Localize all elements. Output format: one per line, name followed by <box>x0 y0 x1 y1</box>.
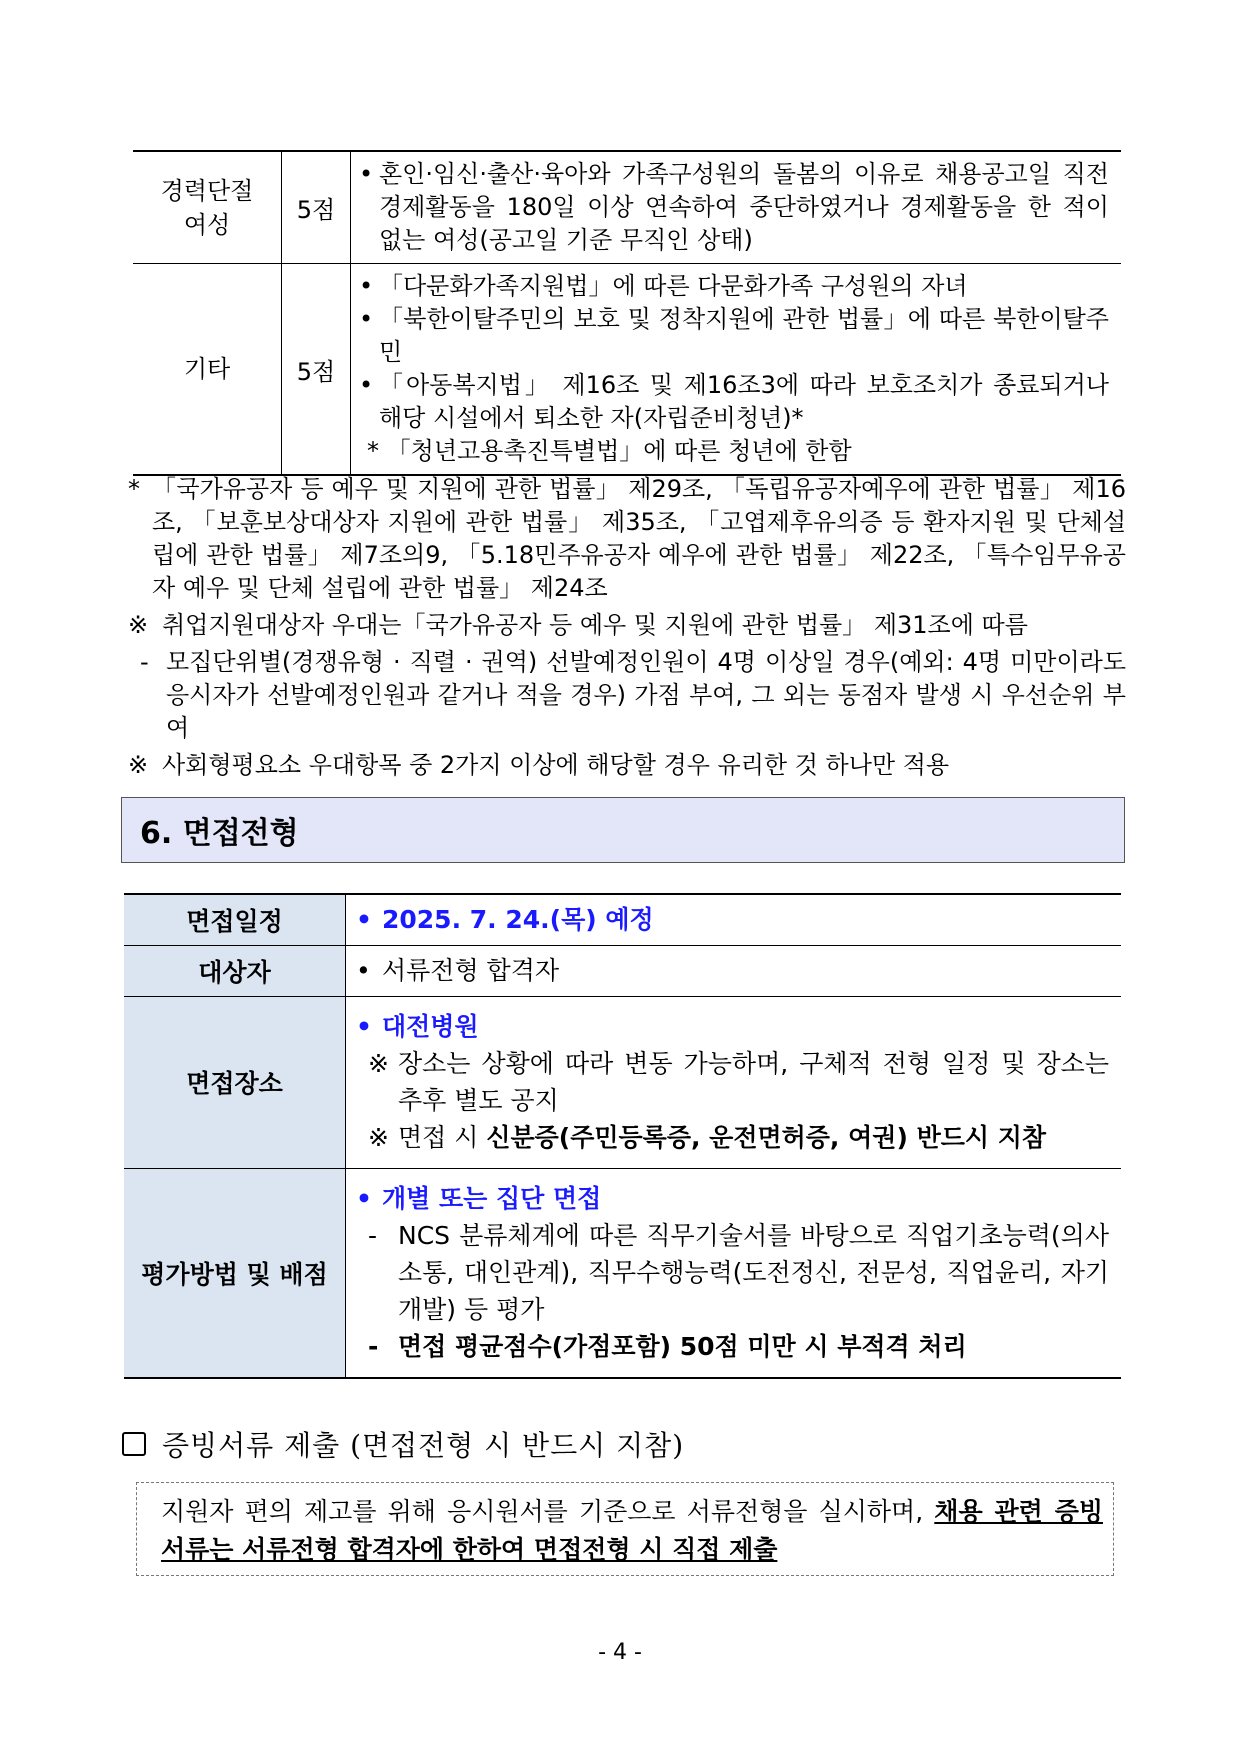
preference-scoring-table <box>133 150 1121 476</box>
table-row <box>124 894 1121 945</box>
method-value-cell: • 개별 또는 집단 면접 - NCS 분류체계에 따른 직무기술서를 바탕으로 직업기초능력(의사소통, 대인관계), 직무수행능력(도전정신, 전문성, 직업윤리, 자기개발) 등 평가 - 면접 평균점수(가점포함) 50점 미만 시 부적격 처리 <box>346 1168 1122 1378</box>
method-label: 평가방법 및 배점 <box>124 1168 346 1378</box>
list-item: • 「아동복지법」 제16조 및 제16조3에 따라 보호조치가 종료되거나 해당 시설에서 퇴소한 자(자립준비청년)* <box>359 371 1109 432</box>
interview-table <box>124 893 1121 1379</box>
list-item: • 혼인·임신·출산·육아와 가족구성원의 돌봄의 이유로 채용공고일 직전 경제활동을 180일 이상 연속하여 중단하였거나 경제활동을 한 적이 없는 여성(공고일 기준 무직인 상태) <box>359 160 1109 254</box>
list-item: • 「다문화가족지원법」에 따른 다문화가족 구성원의 자녀 <box>359 272 968 300</box>
table-row <box>133 151 1121 264</box>
place-label: 면접장소 <box>124 996 346 1168</box>
schedule-value-cell: • 2025. 7. 24.(목) 예정 <box>346 894 1122 945</box>
place-note: 장소는 상황에 따라 변동 가능하며, 구체적 전형 일정 및 장소는 추후 별도 공지 <box>398 1049 1109 1115</box>
documents-notice: 지원자 편의 제고를 위해 응시원서를 기준으로 서류전형을 실시하며, 채용 관련 증빙 서류는 서류전형 합격자에 한하여 면접전형 시 직접 제출 <box>136 1482 1114 1576</box>
list-item: • 「북한이탈주민의 보호 및 정착지원에 관한 법률」에 따른 북한이탈주민 <box>359 305 1109 366</box>
description-cell <box>351 151 1122 264</box>
page-number: - 4 - <box>598 1640 642 1665</box>
table-row <box>124 1168 1121 1378</box>
place-value-cell: • 대전병원 ※ 장소는 상황에 따라 변동 가능하며, 구체적 전형 일정 및 장소는 추후 별도 공지 ※ 면접 시 신분증(주민등록증, 운전면허증, 여권) 반드시 지참 <box>346 996 1122 1168</box>
target-value: 서류전형 합격자 <box>382 956 559 985</box>
note-item: ※ 사회형평요소 우대항목 중 2가지 이상에 해당할 경우 유리한 것 하나만 적용 <box>128 751 950 779</box>
notes-block <box>128 473 1126 786</box>
table-row <box>133 264 1121 476</box>
note-item: ※ 취업지원대상자 우대는「국가유공자 등 예우 및 지원에 관한 법률」 제31조에 따름 <box>128 611 1028 639</box>
description-cell <box>351 264 1122 476</box>
target-value-cell: • 서류전형 합격자 <box>346 945 1122 996</box>
table-row <box>124 945 1121 996</box>
disqualification-note: 면접 평균점수(가점포함) 50점 미만 시 부적격 처리 <box>398 1332 967 1362</box>
footnote: * 「청년고용촉진특별법」에 따른 청년에 한함 <box>367 437 852 465</box>
checkbox-icon <box>122 1432 146 1456</box>
points-cell: 5점 <box>282 264 351 476</box>
target-label: 대상자 <box>124 945 346 996</box>
category-cell: 기타 <box>133 264 282 476</box>
schedule-value: 2025. 7. 24.(목) 예정 <box>382 905 654 935</box>
schedule-label: 면접일정 <box>124 894 346 945</box>
section-header: 6. 면접전형 <box>121 797 1125 863</box>
documents-title: 증빙서류 제출 (면접전형 시 반드시 지참) <box>122 1424 684 1464</box>
category-cell: 경력단절 여성 <box>133 151 282 264</box>
table-row <box>124 996 1121 1168</box>
method-value: 개별 또는 집단 면접 <box>382 1184 602 1214</box>
note-item: * 「국가유공자 등 예우 및 지원에 관한 법률」 제29조, 「독립유공자예우에 관한 법률」 제16조, 「보훈보상대상자 지원에 관한 법률」 제35조, 「고엽제후유의증 등 환자지원 및 단체설립에 관한 법률」 제7조의9, 「5.18민주유공자 예우에 관한 법률」 제22조, 「특수임무유공자 예우 및 단체 설립에 관한 법률」 제24조 <box>128 475 1126 602</box>
points-cell: 5점 <box>282 151 351 264</box>
place-value: 대전병원 <box>382 1012 479 1041</box>
note-item: - 모집단위별(경쟁유형 · 직렬 · 권역) 선발예정인원이 4명 이상일 경우(예외: 4명 미만이라도 응시자가 선발예정인원과 같거나 적을 경우) 가점 부여, 그 외는 동점자 발생 시 우선순위 부여 <box>140 648 1126 742</box>
method-detail: NCS 분류체계에 따른 직무기술서를 바탕으로 직업기초능력(의사소통, 대인관계), 직무수행능력(도전정신, 전문성, 직업윤리, 자기개발) 등 평가 <box>398 1221 1109 1325</box>
id-requirement-note: 면접 시 신분증(주민등록증, 운전면허증, 여권) 반드시 지참 <box>398 1123 1047 1152</box>
